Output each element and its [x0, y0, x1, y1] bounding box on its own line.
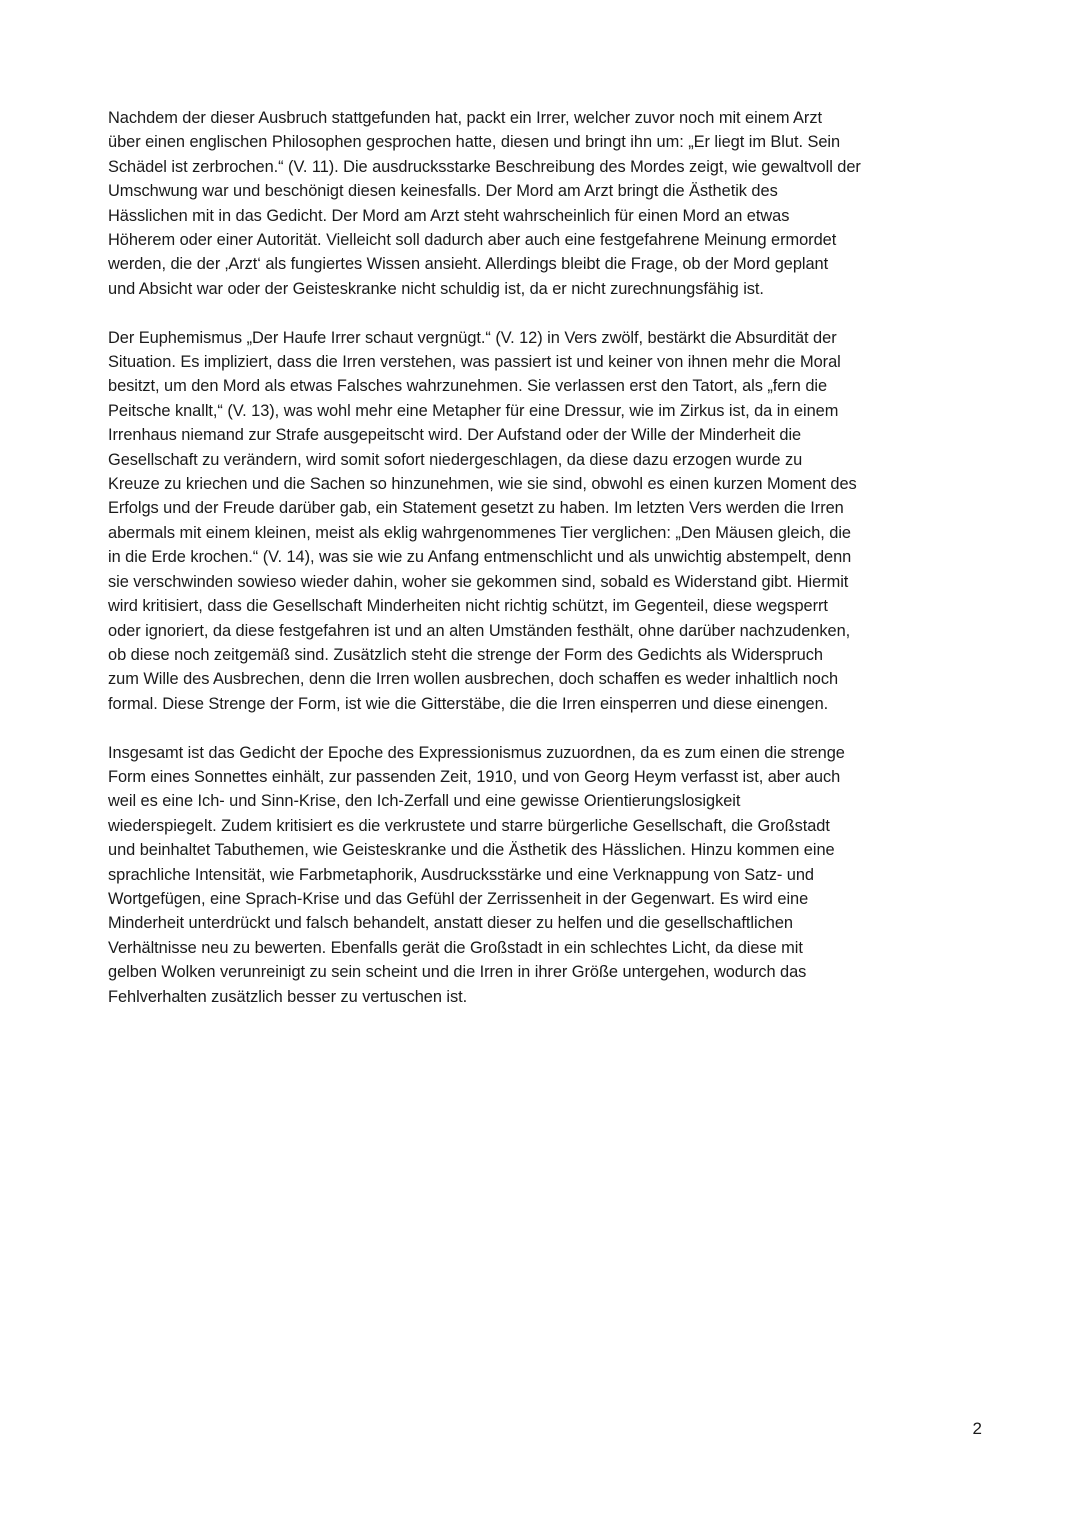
text-line: wiederspiegelt. Zudem kritisiert es die verkrustete und starre bürgerliche Gesellschaft, die Großstadt — [108, 816, 830, 835]
text-line: Nachdem der dieser Ausbruch stattgefunden hat, packt ein Irrer, welcher zuvor noch mit einem Arzt — [108, 109, 822, 127]
text-line: Insgesamt ist das Gedicht der Epoche des Expressionismus zuzuordnen, da es zum einen die strenge — [108, 743, 845, 762]
text-line: wird kritisiert, dass die Gesellschaft Minderheiten nicht richtig schützt, im Gegenteil, diese wegsperrt — [108, 597, 828, 616]
page-number: 2 — [972, 1419, 982, 1438]
text-line: Erfolgs und der Freude darüber gab, ein Statement gesetzt zu haben. Im letzten Vers werden die Irren — [108, 499, 844, 518]
text-line: weil es eine Ich- und Sinn-Krise, den Ich-Zerfall und eine gewisse Orientierungslosigkeit — [108, 792, 741, 811]
paragraph-conclusion — [108, 741, 974, 1009]
text-line: Gesellschaft zu verändern, wird somit sofort niedergeschlagen, da diese dazu erzogen wurde zu — [108, 450, 803, 469]
text-line: Höherem oder einer Autorität. Vielleicht soll dadurch aber auch eine festgefahrene Meinung ermordet — [108, 231, 837, 250]
text-line: Fehlverhalten zusätzlich besser zu vertuschen ist. — [108, 987, 468, 1006]
text-line: Verhältnisse neu zu bewerten. Ebenfalls gerät die Großstadt in ein schlechtes Licht, da diese mit — [108, 938, 803, 957]
text-line: ob diese noch zeitgemäß sind. Zusätzlich steht die strenge der Form des Gedichts als Widerspruch — [108, 645, 823, 664]
text-line: Situation. Es impliziert, dass die Irren verstehen, was passiert ist und keiner von ihnen mehr die Moral — [108, 353, 841, 372]
text-line: Wortgefügen, eine Sprach-Krise und das Gefühl der Zerrissenheit in der Gegenwart. Es wird eine — [108, 889, 809, 908]
paragraph-murder-analysis — [108, 106, 974, 301]
text-line: Peitsche knallt,“ (V. 13), was wohl mehr eine Metapher für eine Dressur, wie im Zirkus ist, da in einem — [108, 401, 839, 420]
text-line: in die Erde krochen.“ (V. 14), was sie wie zu Anfang entmenschlicht und als unwichtig abstempelt, denn — [108, 548, 852, 567]
text-line: zum Wille des Ausbrechen, denn die Irren wollen ausbrechen, doch schaffen es weder inhaltlich noch — [108, 670, 839, 689]
document-body — [108, 106, 974, 1033]
text-line: Form eines Sonnettes einhält, zur passenden Zeit, 1910, und von Georg Heym verfasst ist, aber auch — [108, 767, 841, 786]
text-line: abermals mit einem kleinen, meist als eklig wahrgenommenes Tier verglichen: „Den Mäusen gleich, die — [108, 523, 851, 542]
text-line: Schädel ist zerbrochen.“ (V. 11). Die ausdrucksstarke Beschreibung des Mordes zeigt, wie gewaltvoll der — [108, 157, 861, 176]
text-line: Der Euphemismus „Der Haufe Irrer schaut vergnügt.“ (V. 12) in Vers zwölf, bestärkt die Absurdität der — [108, 328, 837, 347]
text-line: und beinhaltet Tabuthemen, wie Geisteskranke und die Ästhetik des Hässlichen. Hinzu kommen eine — [108, 841, 835, 860]
text-line: Irrenhaus niemand zur Strafe ausgepeitscht wird. Der Aufstand oder der Wille der Minderheit die — [108, 426, 802, 445]
text-line: Hässlichen mit in das Gedicht. Der Mord am Arzt steht wahrscheinlich für einen Mord an etwas — [108, 206, 790, 225]
text-line: Kreuze zu kriechen und die Sachen so hinzunehmen, wie sie sind, obwohl es einen kurzen Moment des — [108, 475, 857, 494]
text-line: Umschwung war und beschönigt diesen keinesfalls. Der Mord am Arzt bringt die Ästhetik des — [108, 182, 778, 201]
text-line: sprachliche Intensität, wie Farbmetaphorik, Ausdrucksstärke und eine Verknappung von Satz- und — [108, 865, 814, 884]
text-line: gelben Wolken verunreinigt zu sein scheint und die Irren in ihrer Größe untergehen, wodurch das — [108, 963, 807, 982]
text-line: oder ignoriert, da diese festgefahren ist und an alten Umständen festhält, ohne darüber nachzudenken, — [108, 621, 851, 640]
text-line: besitzt, um den Mord als etwas Falsches wahrzunehmen. Sie verlassen erst den Tatort, als „fern die — [108, 377, 828, 396]
text-line: formal. Diese Strenge der Form, ist wie die Gitterstäbe, die die Irren einsperren und diese einengen. — [108, 694, 829, 713]
text-line: Minderheit unterdrückt und falsch behandelt, anstatt dieser zu helfen und die gesellschaftlichen — [108, 914, 793, 933]
text-line: sie verschwinden sowieso wieder dahin, woher sie gekommen sind, sobald es Widerstand gibt. Hiermit — [108, 572, 849, 591]
text-line: werden, die der ‚Arzt‘ als fungiertes Wissen ansieht. Allerdings bleibt die Frage, ob der Mord geplant — [108, 255, 829, 274]
paragraph-euphemism-analysis — [108, 326, 974, 717]
text-line: über einen englischen Philosophen gesprochen hatte, diesen und bringt ihn um: „Er liegt im Blut. Sein — [108, 133, 841, 152]
text-line: und Absicht war oder der Geisteskranke nicht schuldig ist, da er nicht zurechnungsfähig ist. — [108, 279, 764, 298]
